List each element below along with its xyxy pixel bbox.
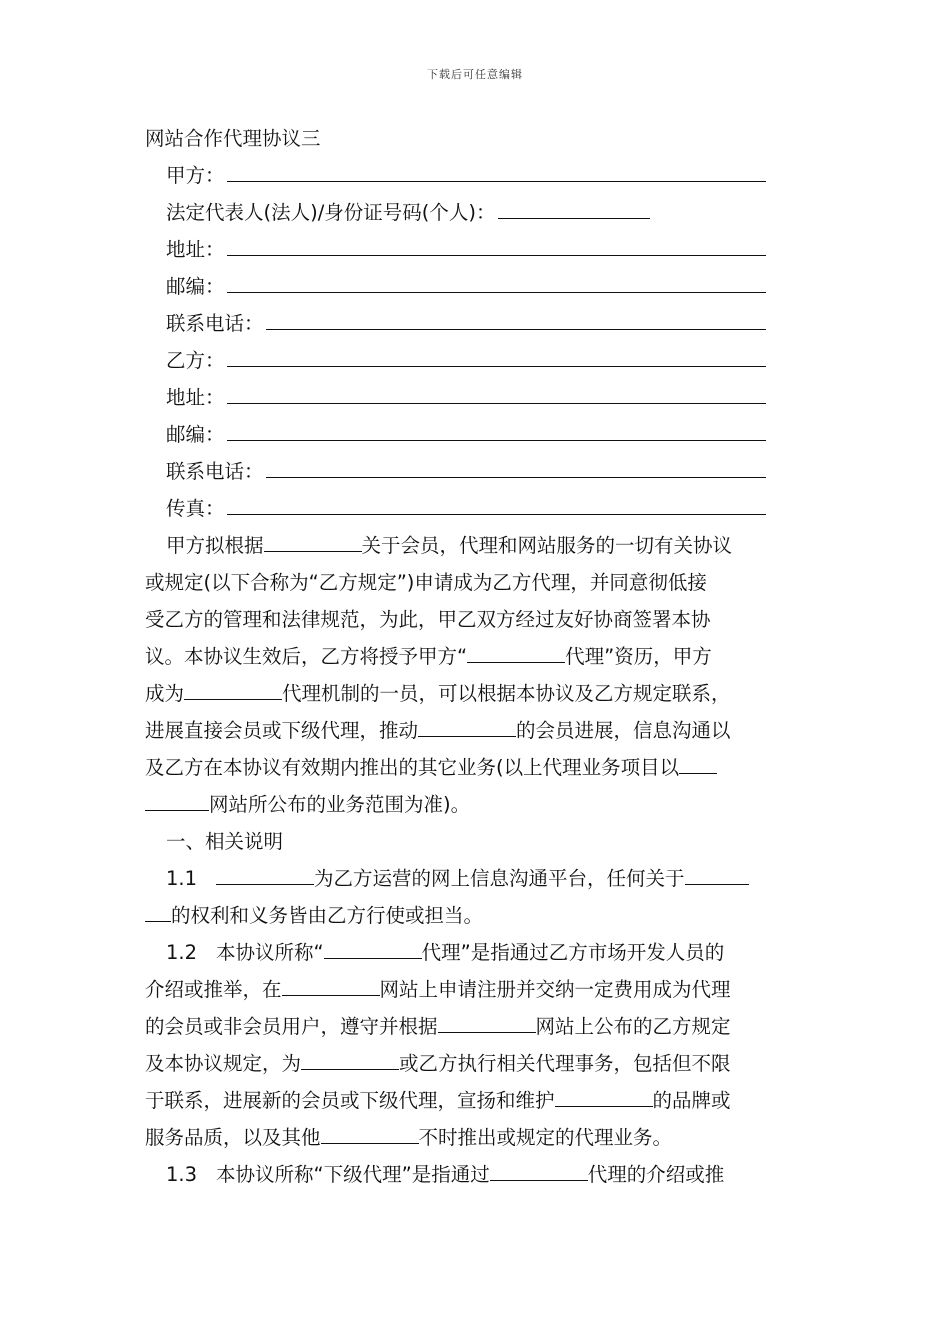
- field-label: 邮编：: [166, 275, 225, 298]
- clause-number: 1.2: [166, 941, 198, 964]
- clause-blank[interactable]: [490, 1160, 588, 1181]
- party-a-field: [145, 157, 766, 194]
- legal-rep-field: [145, 194, 766, 231]
- phone-b-field: [145, 453, 766, 490]
- clause-blank[interactable]: [438, 1012, 536, 1033]
- clause-blank[interactable]: [282, 975, 380, 996]
- clause-1-3-line-1: 1.3 本协议所称“下级代理”是指通过 代理的介绍或推: [145, 1156, 809, 1193]
- intro-blank[interactable]: [679, 753, 717, 774]
- field-label: 地址：: [166, 238, 225, 261]
- clause-1-2-line-2: 介绍或推举，在 网站上申请注册并交纳一定费用成为代理: [145, 971, 809, 1008]
- legal-rep-blank[interactable]: [498, 194, 650, 219]
- intro-line-7: 及乙方在本协议有效期内推出的其它业务(以上代理业务项目以: [145, 749, 809, 786]
- page-header: 下载后可任意编辑: [427, 68, 523, 81]
- clause-1-2-line-1: 1.2 本协议所称“ 代理”是指通过乙方市场开发人员的: [145, 934, 809, 971]
- clause-number: 1.3: [166, 1163, 198, 1186]
- clause-1-2-line-3: 的会员或非会员用户，遵守并根据 网站上公布的乙方规定: [145, 1008, 809, 1045]
- field-label: 地址：: [166, 386, 225, 409]
- clause-1-2-line-4: 及本协议规定，为 或乙方执行相关代理事务，包括但不限: [145, 1045, 809, 1082]
- postcode-b-blank[interactable]: [227, 416, 766, 441]
- clause-blank[interactable]: [145, 901, 171, 922]
- party-b-field: [145, 342, 766, 379]
- clause-1-1-line-1: 1.1 为乙方运营的网上信息沟通平台，任何关于: [145, 860, 809, 897]
- clause-blank[interactable]: [555, 1086, 653, 1107]
- fax-b-field: [145, 490, 766, 527]
- intro-blank[interactable]: [264, 531, 362, 552]
- field-label: 联系电话：: [166, 460, 264, 483]
- clause-blank[interactable]: [324, 938, 422, 959]
- intro-line-5: 成为 代理机制的一员，可以根据本协议及乙方规定联系，: [145, 675, 809, 712]
- intro-blank[interactable]: [145, 790, 209, 811]
- clause-1-2-line-5: 于联系，进展新的会员或下级代理，宣扬和维护 的品牌或: [145, 1082, 809, 1119]
- clause-1-2-line-6: 服务品质，以及其他 不时推出或规定的代理业务。: [145, 1119, 809, 1156]
- address-a-field: [145, 231, 766, 268]
- clause-blank[interactable]: [216, 864, 314, 885]
- phone-a-field: [145, 305, 766, 342]
- intro-blank[interactable]: [467, 642, 565, 663]
- address-a-blank[interactable]: [227, 231, 766, 256]
- party-b-blank[interactable]: [227, 342, 766, 367]
- field-label: 甲方：: [166, 164, 225, 187]
- fax-b-blank[interactable]: [227, 490, 766, 515]
- intro-line-3: 受乙方的管理和法律规范，为此，甲乙双方经过友好协商签署本协: [145, 608, 711, 631]
- intro-line-8: 网站所公布的业务范围为准)。: [145, 786, 809, 823]
- phone-a-blank[interactable]: [266, 305, 766, 330]
- intro-line-6: 进展直接会员或下级代理，推动 的会员进展，信息沟通以: [145, 712, 809, 749]
- intro-blank[interactable]: [418, 716, 516, 737]
- party-a-blank[interactable]: [227, 157, 766, 182]
- clause-number: 1.1: [166, 867, 198, 890]
- document-title: 网站合作代理协议三: [145, 127, 321, 150]
- postcode-b-field: [145, 416, 766, 453]
- clause-blank[interactable]: [321, 1123, 419, 1144]
- intro-line-4: 议。本协议生效后，乙方将授予甲方“ 代理”资历，甲方: [145, 638, 809, 675]
- intro-line-1: 甲方拟根据 关于会员，代理和网站服务的一切有关协议: [145, 527, 809, 564]
- field-label: 联系电话：: [166, 312, 264, 335]
- postcode-a-field: [145, 268, 766, 305]
- field-label: 传真：: [166, 497, 225, 520]
- intro-blank[interactable]: [184, 679, 282, 700]
- address-b-blank[interactable]: [227, 379, 766, 404]
- address-b-field: [145, 379, 766, 416]
- clause-blank[interactable]: [685, 864, 749, 885]
- document-body: [145, 120, 809, 1193]
- phone-b-blank[interactable]: [266, 453, 766, 478]
- field-label: 邮编：: [166, 423, 225, 446]
- field-label: 法定代表人(法人)/身份证号码(个人)：: [166, 201, 496, 224]
- field-label: 乙方：: [166, 349, 225, 372]
- intro-line-2: 或规定(以下合称为“乙方规定”)申请成为乙方代理，并同意彻低接: [145, 571, 707, 594]
- section-1-heading: 一、相关说明: [166, 830, 284, 853]
- clause-blank[interactable]: [301, 1049, 399, 1070]
- clause-1-1-line-2: 的权利和义务皆由乙方行使或担当。: [145, 897, 809, 934]
- postcode-a-blank[interactable]: [227, 268, 766, 293]
